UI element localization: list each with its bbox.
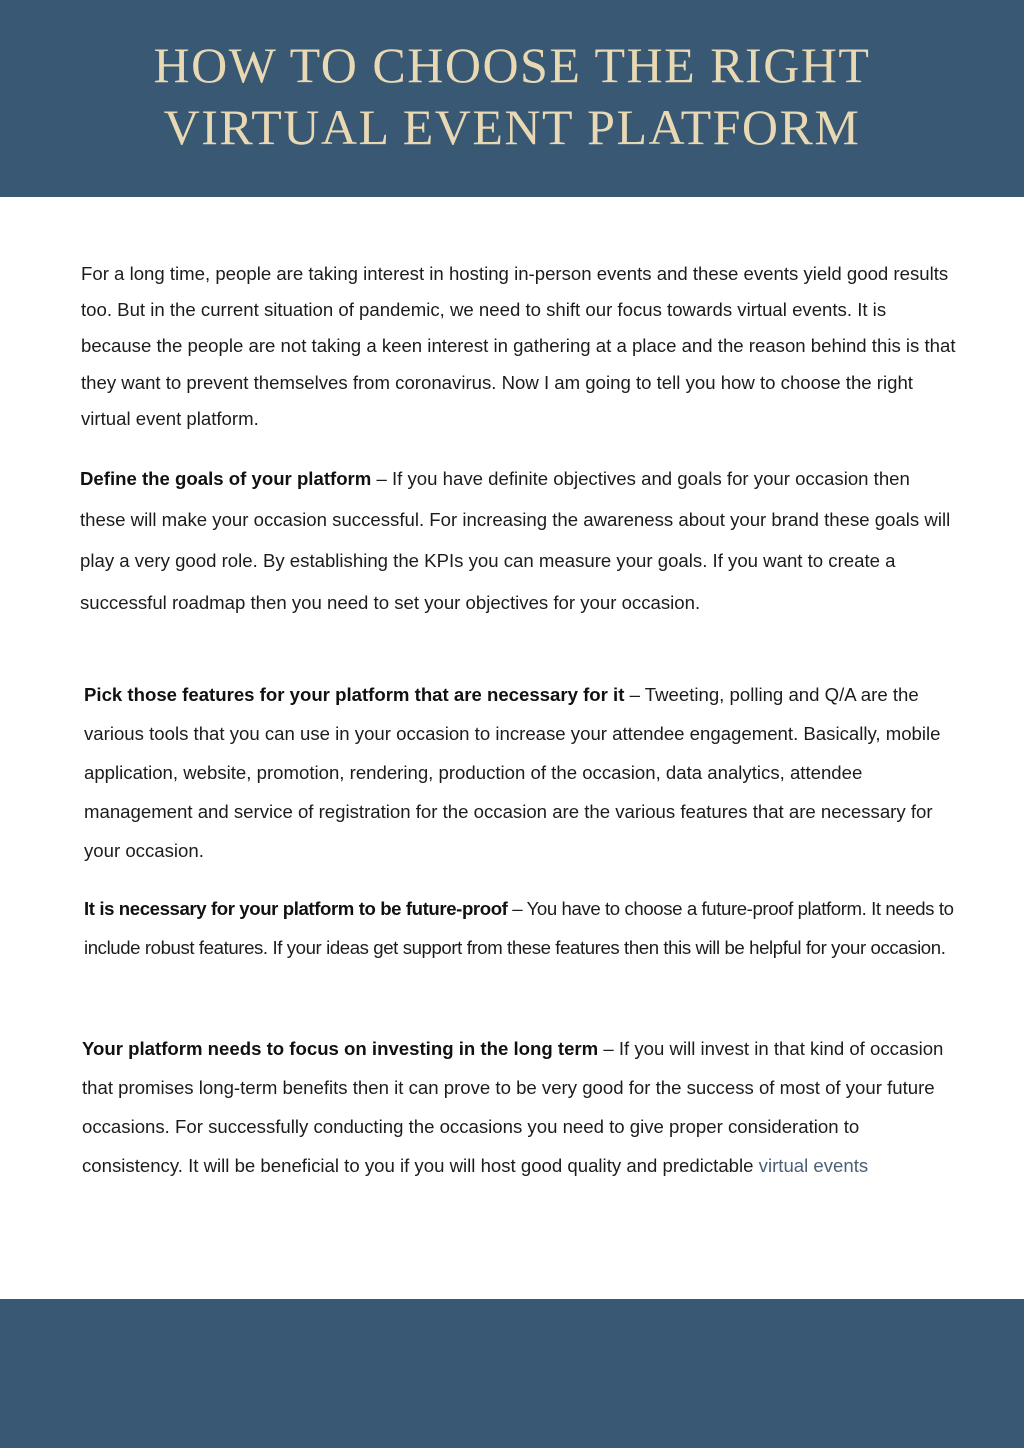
page-footer [0, 1299, 1024, 1448]
section-heading: Your platform needs to focus on investing in the long term [82, 1038, 599, 1059]
title-line-2: VIRTUAL EVENT PLATFORM [163, 98, 861, 155]
intro-paragraph: For a long time, people are taking interest in hosting in-person events and these events yield good results too. But in the current situation of pandemic, we need to shift our focus towards virtual events. It is because the people are not taking a keen interest in gathering at a place and the reason behind this is that they want to prevent themselves from coronavirus. Now I am going to tell you how to choose the right virtual event platform. [81, 263, 956, 429]
separator: – [624, 684, 645, 705]
page-title [154, 34, 871, 158]
section-text: You have to choose a future-proof platform. It needs to include robust features. If your ideas get support from these features then this will be helpful for your occasion. [84, 898, 954, 958]
page-header [0, 0, 1024, 197]
section-future-proof [84, 889, 964, 967]
section-define-goals [80, 458, 960, 623]
section-text: If you will invest in that kind of occasion that promises long-term benefits then it can prove to be very good for the success of most of your future occasions. For successfully conducting the occasions you need to give proper consideration to consistency. It will be beneficial to you if you will host good quality and predictable [82, 1038, 944, 1176]
separator: – [507, 898, 527, 919]
section-text: If you have definite objectives and goals for your occasion then these will make your occasion successful. For increasing the awareness about your brand these goals will play a very good role. By establishing the KPIs you can measure your goals. If you want to create a successful roadmap then you need to set your objectives for your occasion. [80, 468, 951, 613]
virtual-events-link[interactable]: virtual events [758, 1155, 869, 1176]
section-pick-features [84, 675, 964, 870]
section-heading: It is necessary for your platform to be future-proof [84, 898, 508, 919]
section-heading: Pick those features for your platform that are necessary for it [84, 684, 625, 705]
section-heading: Define the goals of your platform [80, 468, 372, 489]
section-long-term [82, 1029, 962, 1185]
section-text: Tweeting, polling and Q/A are the various tools that you can use in your occasion to increase your attendee engagement. Basically, mobile application, website, promotion, rendering, production of the occasion, data analytics, attendee management and service of registration for the occasion are the various features that are necessary for your occasion. [84, 684, 941, 861]
separator: – [598, 1038, 619, 1059]
separator: – [371, 468, 393, 489]
title-line-1: HOW TO CHOOSE THE RIGHT [153, 36, 871, 93]
